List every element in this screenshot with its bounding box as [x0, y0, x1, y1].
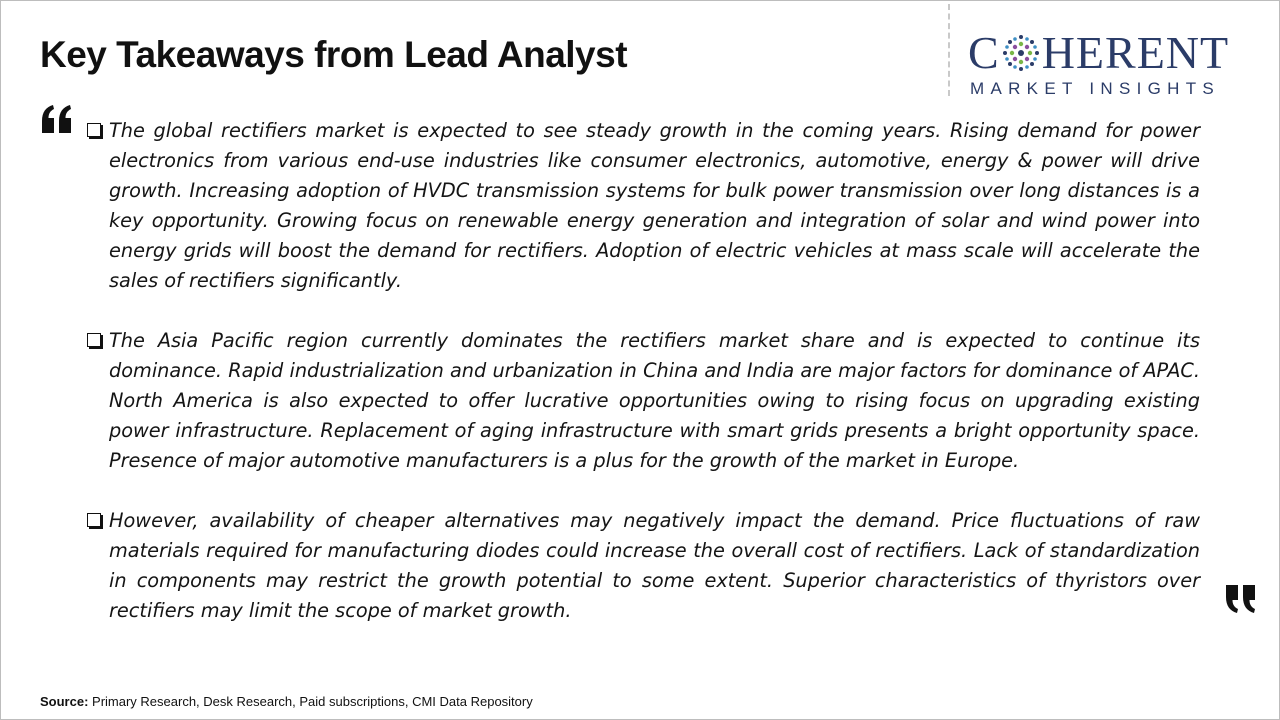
source-note	[40, 694, 533, 709]
logo-wordmark	[968, 27, 1268, 78]
dotted-globe-icon	[1001, 33, 1041, 73]
checkbox-bullet-icon	[87, 513, 101, 527]
source-text: Primary Research, Desk Research, Paid subscriptions, CMI Data Repository	[88, 694, 533, 709]
takeaway-text: However, availability of cheaper alternatives may negatively impact the demand. Price fluctuations of raw materials required for manufacturing diodes could increase the overall cost of rectifiers. Lack of standardization in components may restrict the growth potential to some extent. Superior characteristics of thyristors over rectifiers may limit the scope of market growth.	[109, 509, 1200, 622]
checkbox-bullet-icon	[87, 123, 101, 137]
logo-text-end: HERENT	[1041, 27, 1230, 78]
takeaway-item	[86, 116, 1200, 296]
company-logo	[968, 27, 1268, 100]
takeaway-text: The Asia Pacific region currently dominates the rectifiers market share and is expected to continue its dominance. Rapid industrialization and urbanization in China and India are major factors for dominance of APAC. North America is also expected to offer lucrative opportunities owing to rising focus on upgrading existing power infrastructure. Replacement of aging infrastructure with smart grids presents a bright opportunity space. Presence of major automotive manufacturers is a plus for the growth of the market in Europe.	[109, 329, 1200, 472]
close-quote-icon	[1224, 584, 1258, 614]
checkbox-bullet-icon	[87, 333, 101, 347]
takeaway-item	[86, 326, 1200, 476]
logo-text-start: C	[968, 27, 1000, 78]
takeaways-list	[86, 116, 1200, 656]
open-quote-icon	[40, 104, 74, 134]
logo-tagline: MARKET INSIGHTS	[970, 79, 1221, 98]
header-divider	[948, 4, 950, 96]
page-title: Key Takeaways from Lead Analyst	[40, 34, 628, 75]
takeaway-text: The global rectifiers market is expected to see steady growth in the coming years. Rising demand for power electronics from various end-use industries like consumer electronics, automotive, energy & power will drive growth. Increasing adoption of HVDC transmission systems for bulk power transmission over long distances is a key opportunity. Growing focus on renewable energy generation and integration of solar and wind power into energy grids will boost the demand for rectifiers. Adoption of electric vehicles at mass scale will accelerate the sales of rectifiers significantly.	[109, 119, 1200, 292]
source-label: Source:	[40, 694, 89, 709]
takeaway-item	[86, 506, 1200, 626]
